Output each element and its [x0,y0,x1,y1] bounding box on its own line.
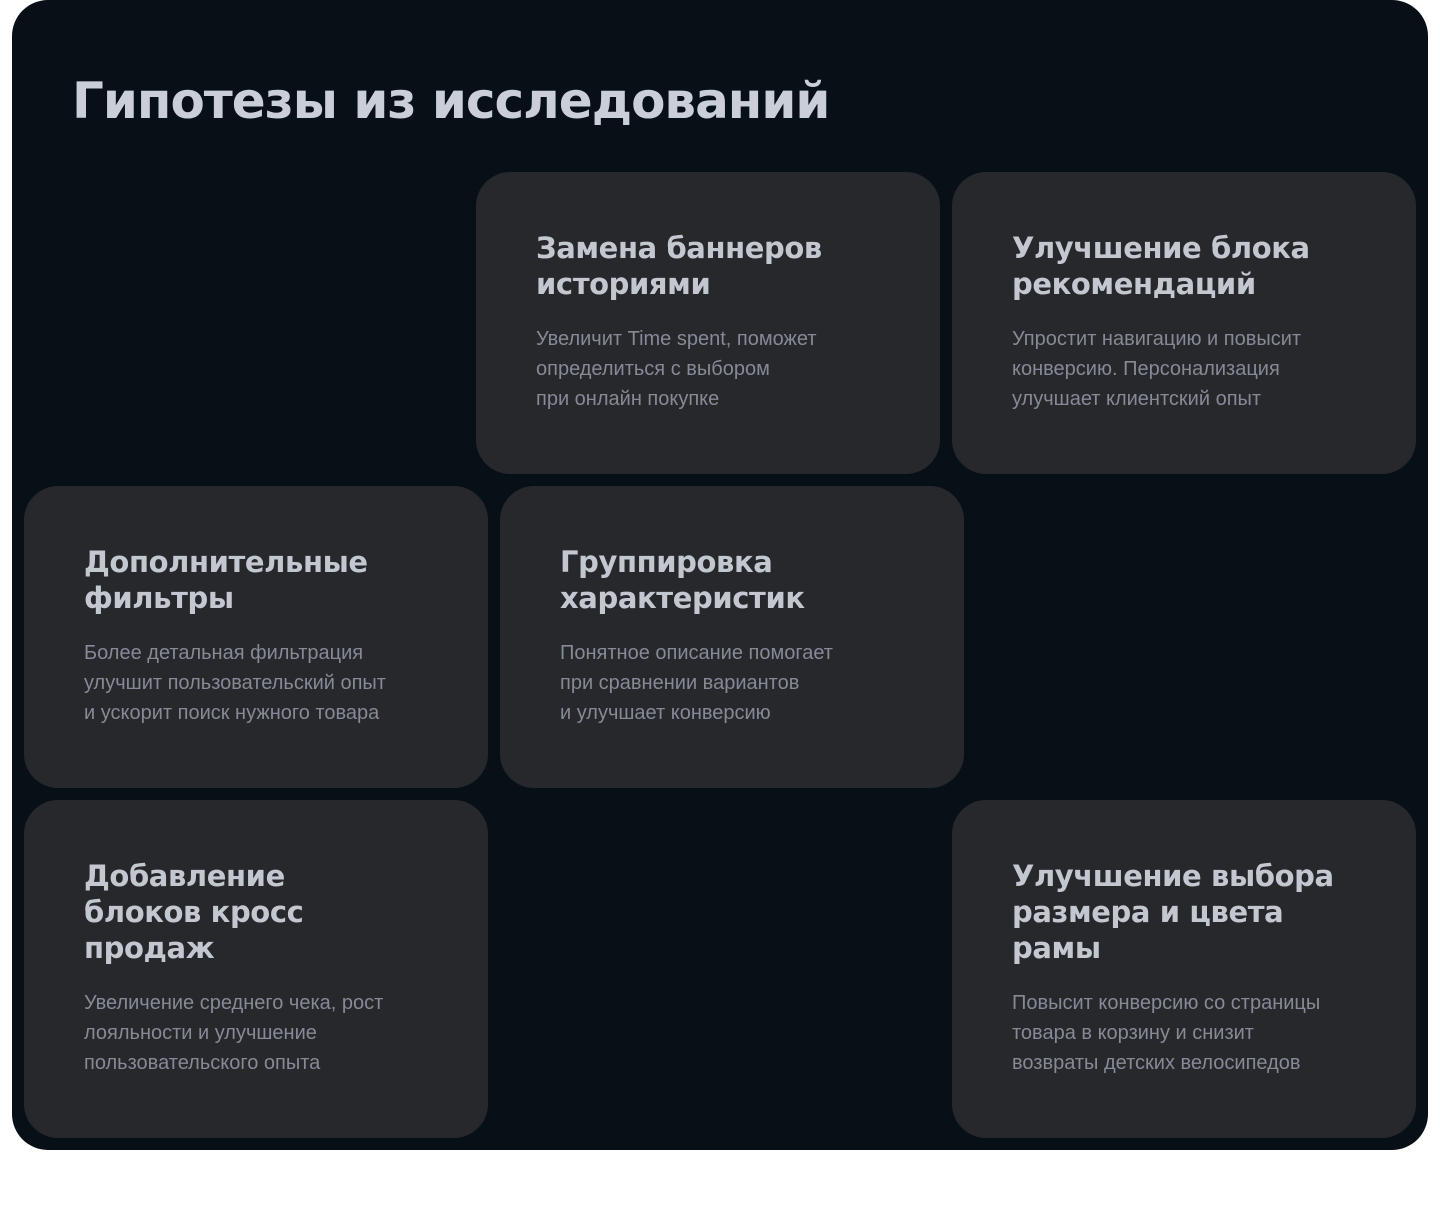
card-description: Повысит конверсию со страницы товара в корзину и снизит возвраты детских велосипедов [1012,992,1321,1074]
hypothesis-card-stories [476,172,940,474]
card-description: Упростит навигацию и повысит конверсию. Персонализация улучшает клиентский опыт [1012,328,1302,410]
card-description: Увеличит Time spent, поможет определиться с выбором при онлайн покупке [536,328,817,410]
hypothesis-card-cross-sell [24,800,488,1138]
hypothesis-card-filters [24,486,488,788]
card-title: Группировка характеристик [560,545,805,615]
card-title: Улучшение выбора размера и цвета рамы [1012,859,1334,965]
section-title: Гипотезы из исследований [72,72,830,130]
hypothesis-card-specs-grouping [500,486,964,788]
hypotheses-panel [12,0,1428,1150]
card-description: Увеличение среднего чека, рост лояльности и улучшение пользовательского опыта [84,992,384,1074]
card-description: Более детальная фильтрация улучшит пользовательский опыт и ускорит поиск нужного товара [84,642,386,724]
card-title: Замена баннеров историями [536,231,822,301]
card-title: Дополнительные фильтры [84,545,368,615]
card-title: Улучшение блока рекомендаций [1012,231,1310,301]
card-description: Понятное описание помогает при сравнении вариантов и улучшает конверсию [560,642,833,724]
hypothesis-card-frame-size-color [952,800,1416,1138]
card-title: Добавление блоков кросс продаж [84,859,304,965]
hypothesis-card-recommendations [952,172,1416,474]
